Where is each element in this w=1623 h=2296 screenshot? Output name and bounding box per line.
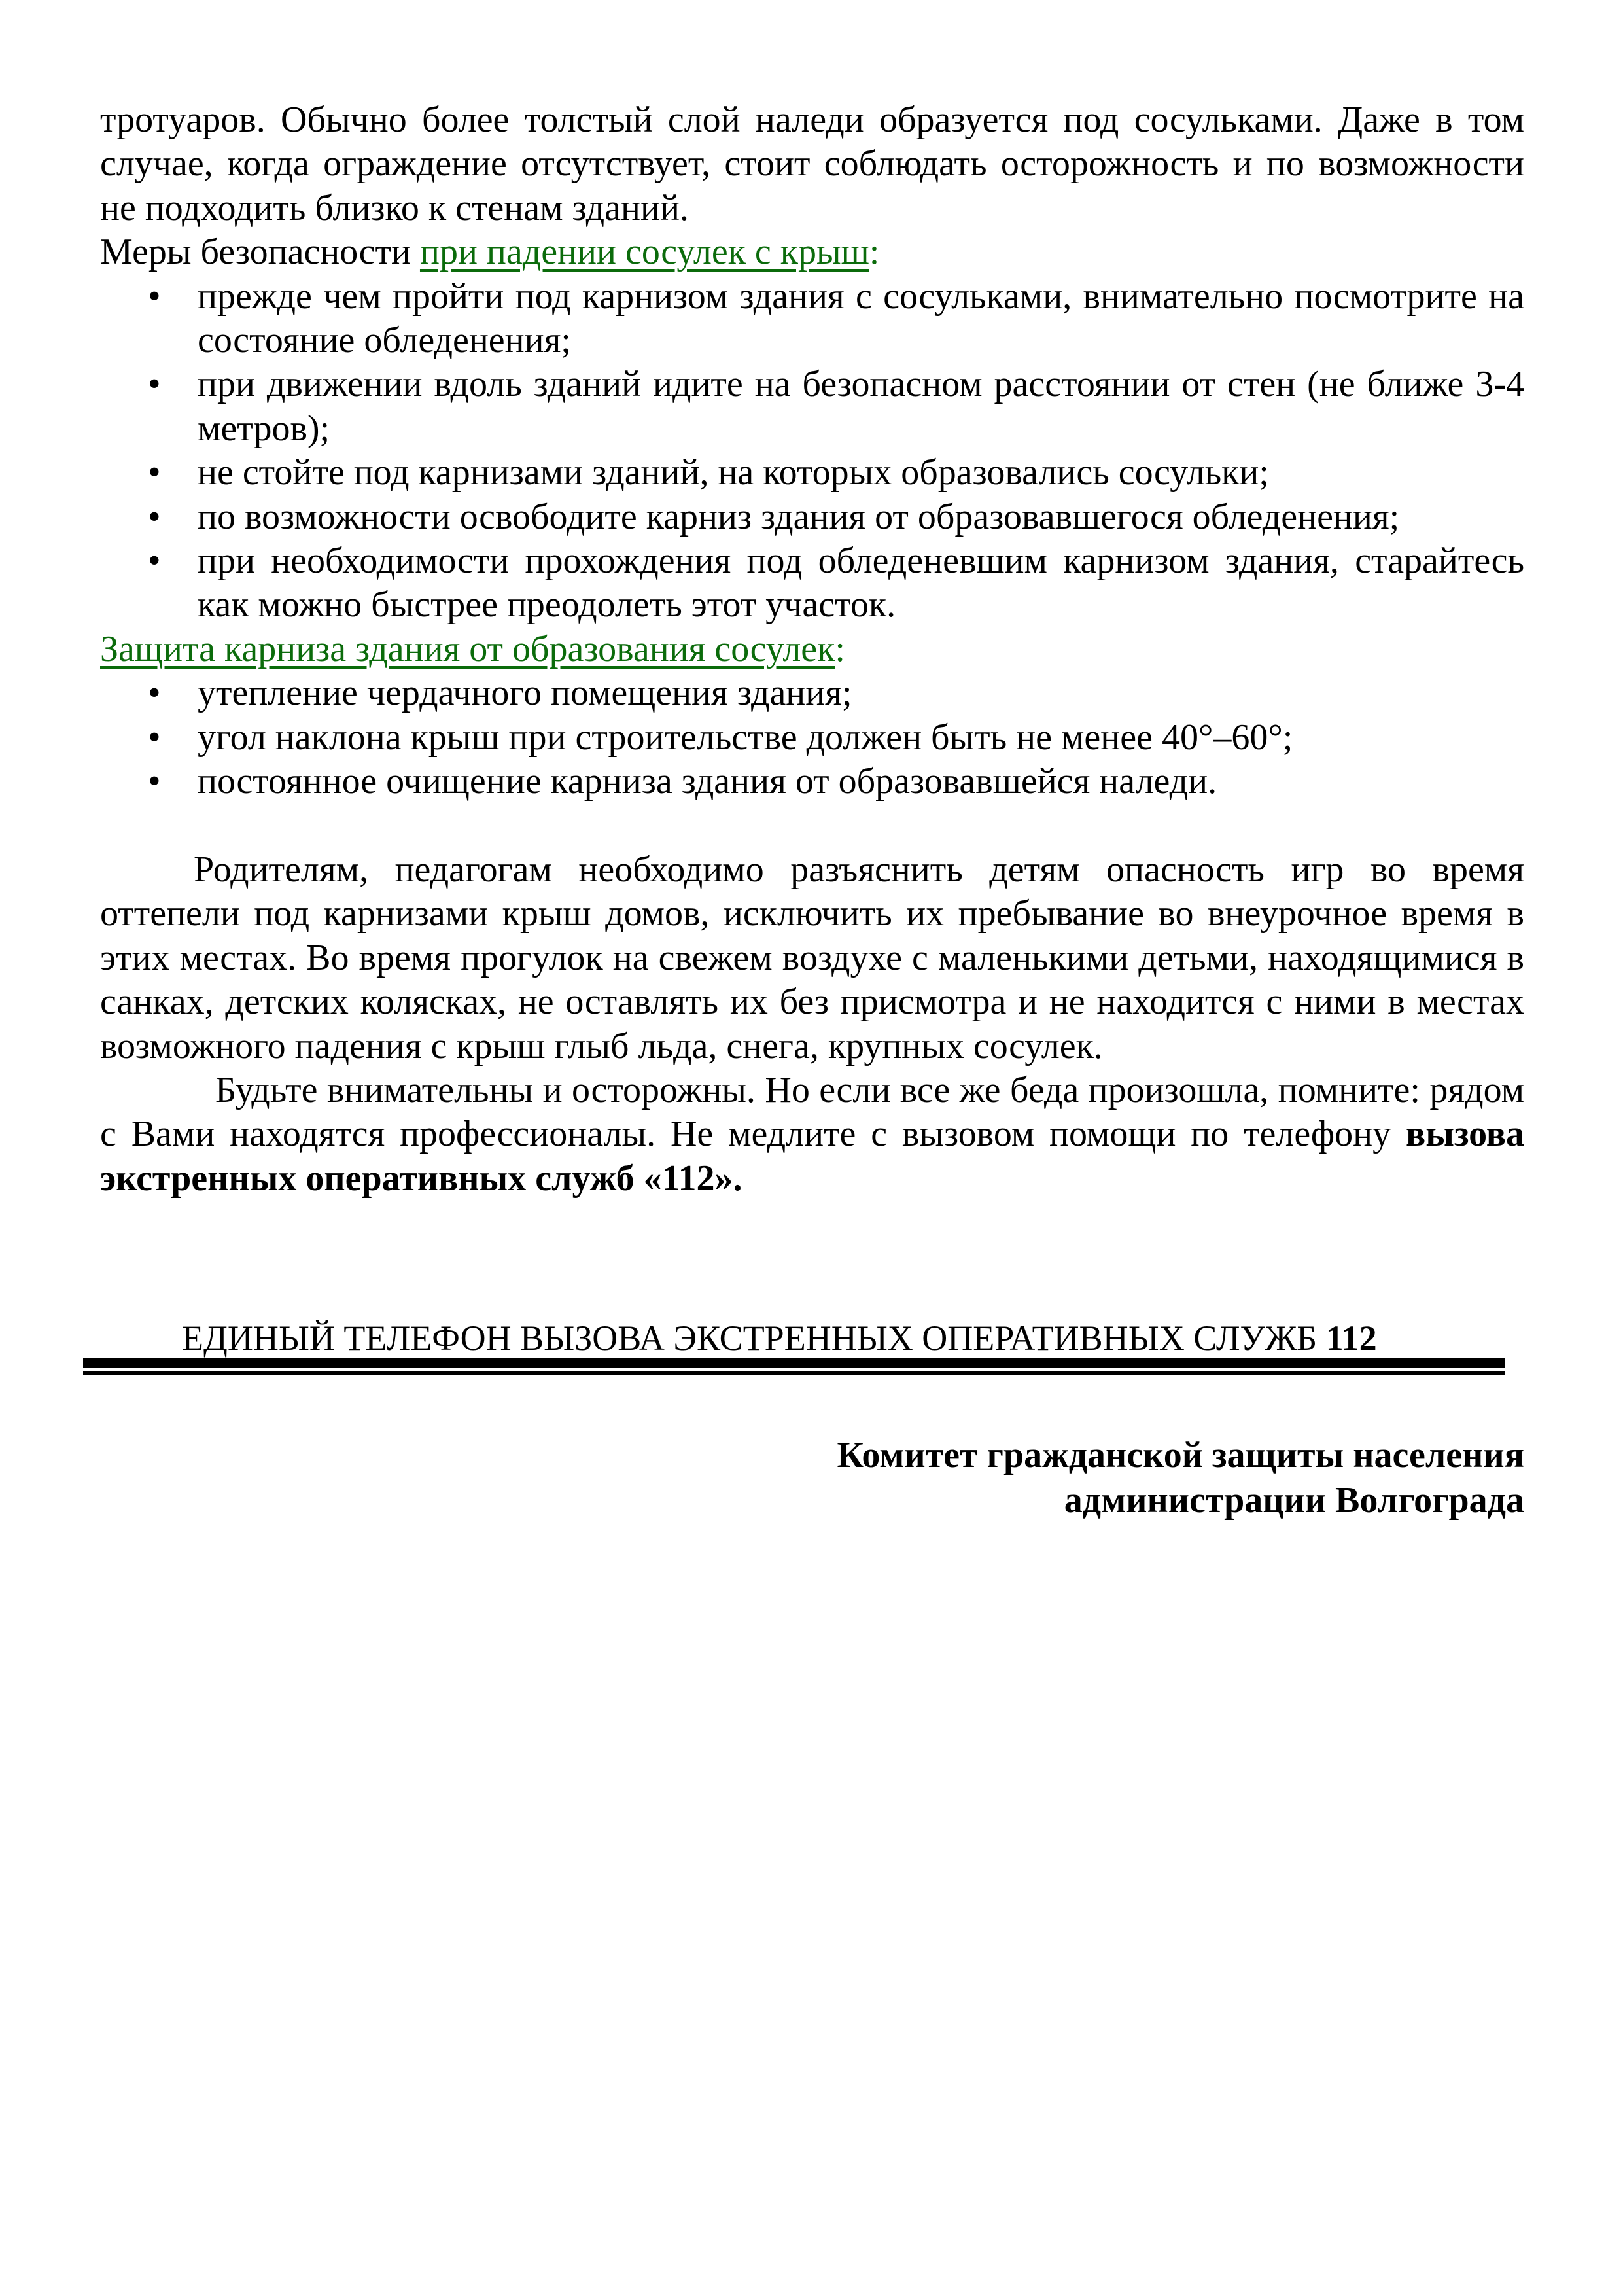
careful-paragraph <box>100 1069 1524 1201</box>
list-item <box>100 275 1524 363</box>
emergency-call-text: вызова экстренных оперативных служб «112». <box>100 1114 1524 1199</box>
list-item-text: угол наклона крыш при строительстве должен быть не менее 40°–60°; <box>198 716 1293 758</box>
divider-thick <box>83 1358 1505 1368</box>
signature-line-1: Комитет гражданской защиты населения <box>837 1435 1524 1475</box>
list-item-text: по возможности освободите карниз здания от образовавшегося обледенения; <box>198 496 1400 537</box>
document-body <box>100 98 1524 1201</box>
bullet-icon: • <box>148 673 161 714</box>
list-item-text: не стойте под карнизами зданий, на которых образовались сосульки; <box>198 452 1269 493</box>
protection-link[interactable]: Защита карниза здания от образования сосулек <box>100 628 835 669</box>
bullet-icon: • <box>148 716 161 758</box>
list-item <box>100 760 1524 804</box>
protection-list <box>100 671 1524 804</box>
protection-heading <box>100 627 1524 671</box>
footer-title <box>182 1316 1377 1360</box>
measures-prefix: Меры безопасности <box>100 232 420 273</box>
list-item <box>100 451 1524 495</box>
measures-link[interactable]: при падении сосулек с крыш <box>419 232 869 273</box>
footer-title-text: ЕДИНЫЙ ТЕЛЕФОН ВЫЗОВА ЭКСТРЕННЫХ ОПЕРАТИВНЫХ СЛУЖБ <box>182 1318 1326 1358</box>
bullet-icon: • <box>148 761 161 802</box>
list-item-text: прежде чем пройти под карнизом здания с сосульками, внимательно посмотрите на состояние обледенения; <box>198 275 1524 361</box>
careful-text: Будьте внимательны и осторожны. Но если все же беда произошла, помните: рядом с Вами находятся профессионалы. Не медлите с вызовом помощи по телефону <box>100 1069 1524 1155</box>
bullet-icon: • <box>148 540 161 582</box>
measures-suffix: : <box>869 232 880 273</box>
list-item <box>100 539 1524 627</box>
bullet-icon: • <box>148 496 161 537</box>
bullet-icon: • <box>148 275 161 317</box>
list-item <box>100 671 1524 715</box>
list-item-text: при необходимости прохождения под обледеневшим карнизом здания, старайтесь как можно быстрее преодолеть этот участок. <box>198 540 1524 626</box>
measures-list <box>100 275 1524 627</box>
list-item <box>100 362 1524 451</box>
footer-number: 112 <box>1325 1318 1377 1358</box>
list-item <box>100 495 1524 539</box>
spacer <box>100 804 1524 848</box>
list-item <box>100 716 1524 760</box>
divider-thin <box>83 1371 1505 1375</box>
signature <box>837 1433 1525 1523</box>
parents-paragraph: Родителям, педагогам необходимо разъяснить детям опасность игр во время оттепели под карнизами крыш домов, исключить их пребывание во внеурочное время в этих местах. Во время прогулок на свежем воздухе с маленькими детьми, находящимися в санках, детских колясках, не оставлять их без присмотра и не находится с ними в местах возможного падения с крыш глыб льда, снега, крупных сосулек. <box>100 849 1524 1067</box>
signature-line-2: администрации Волгограда <box>1064 1480 1524 1521</box>
list-item-text: утепление чердачного помещения здания; <box>198 673 852 714</box>
bullet-icon: • <box>148 452 161 493</box>
list-item-text: постоянное очищение карниза здания от образовавшейся наледи. <box>198 761 1217 802</box>
list-item-text: при движении вдоль зданий идите на безопасном расстоянии от стен (не ближе 3-4 метров); <box>198 364 1524 449</box>
bullet-icon: • <box>148 364 161 405</box>
intro-paragraph: тротуаров. Обычно более толстый слой наледи образуется под сосульками. Даже в том случае, когда ограждение отсутствует, стоит соблюдать осторожность и по возможности не подходить близко к стенам зданий. <box>100 99 1524 228</box>
protection-suffix: : <box>835 628 845 669</box>
measures-heading <box>100 230 1524 274</box>
